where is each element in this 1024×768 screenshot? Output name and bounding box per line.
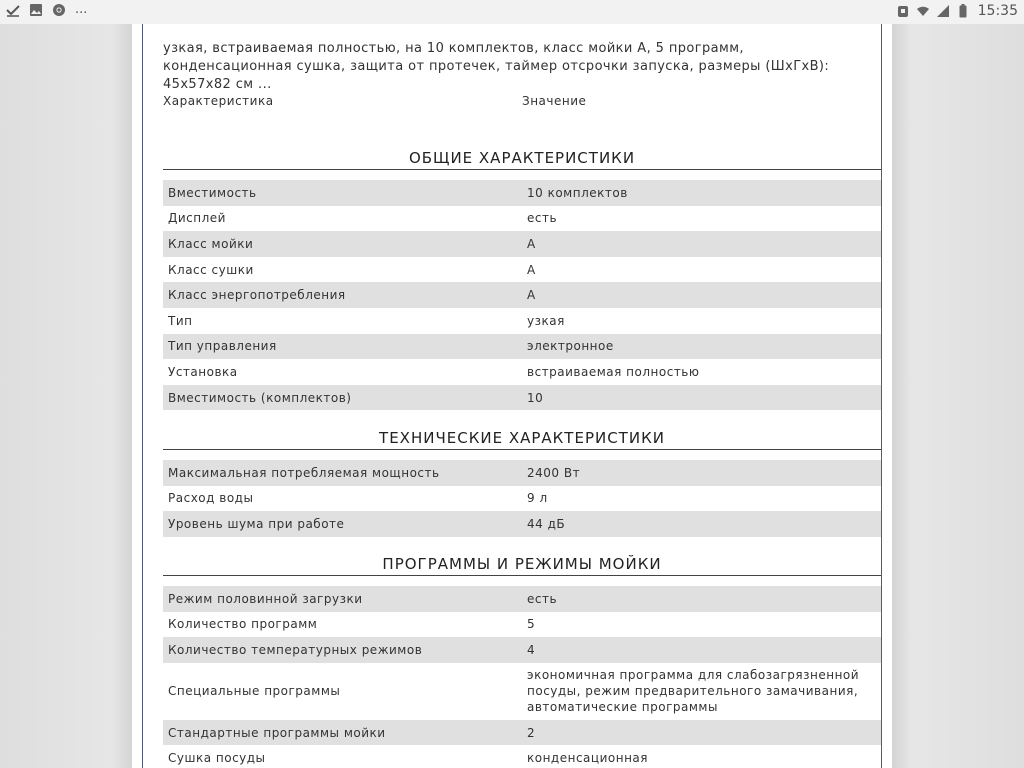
chrome-icon <box>52 3 66 17</box>
row-value: 10 комплектов <box>527 185 628 200</box>
row-value: конденсационная <box>527 751 648 766</box>
table-row <box>163 486 881 512</box>
battery-icon <box>956 4 970 18</box>
status-bar <box>0 0 1024 24</box>
row-value: A <box>527 288 536 303</box>
right-background <box>892 24 1024 768</box>
product-specs-card <box>142 24 882 768</box>
row-name: Тип <box>168 313 193 328</box>
table-row <box>163 180 881 206</box>
table-row <box>163 586 881 612</box>
alarm-icon <box>896 4 910 18</box>
row-name: Максимальная потребляемая мощность <box>168 465 440 480</box>
status-bar-notifications <box>6 3 87 17</box>
row-name: Класс мойки <box>168 236 254 251</box>
row-value: 5 <box>527 617 536 632</box>
row-value: A <box>527 236 536 251</box>
table-row <box>163 231 881 257</box>
section-title: ПРОГРАММЫ И РЕЖИМЫ МОЙКИ <box>163 555 881 576</box>
row-value: экономичная программа для слабозагрязненной посуды, режим предварительного замачивания, автоматические программы <box>527 668 860 715</box>
row-name: Сушка посуды <box>168 751 266 766</box>
more-notifications-indicator: ... <box>75 2 88 17</box>
header-name: Характеристика <box>163 94 274 108</box>
header-value: Значение <box>522 94 587 108</box>
table-header <box>163 94 881 112</box>
row-value: 4 <box>527 642 536 657</box>
row-value: A <box>527 262 536 277</box>
row-value: 44 дБ <box>527 516 566 531</box>
product-description: узкая, встраиваемая полностью, на 10 комплектов, класс мойки А, 5 программ, конденсационная сушка, защита от протечек, таймер отсрочки запуска, размеры (ШхГхВ): 45x57x82 см ... <box>163 41 830 92</box>
row-name: Класс энергопотребления <box>168 288 346 303</box>
row-name: Вместимость (комплектов) <box>168 390 352 405</box>
table-row <box>163 612 881 638</box>
clock: 15:35 <box>977 3 1018 19</box>
table-row <box>163 206 881 232</box>
table-row <box>163 359 881 385</box>
row-value: встраиваемая полностью <box>527 364 700 379</box>
status-bar-system <box>896 3 1018 19</box>
row-value: электронное <box>527 339 614 354</box>
row-name: Количество температурных режимов <box>168 642 423 657</box>
wifi-icon <box>916 4 930 18</box>
row-name: Специальные программы <box>168 684 341 699</box>
row-name: Расход воды <box>168 491 254 506</box>
section-technical <box>163 429 881 537</box>
row-name: Класс сушки <box>168 262 254 277</box>
section-programs <box>163 555 881 768</box>
row-name: Установка <box>168 364 238 379</box>
left-background <box>0 24 132 768</box>
row-name: Количество программ <box>168 617 318 632</box>
table-row <box>163 460 881 486</box>
table-row <box>163 385 881 411</box>
row-value: 2400 Вт <box>527 465 581 480</box>
row-value: 10 <box>527 390 544 405</box>
row-name: Вместимость <box>168 185 257 200</box>
table-row <box>163 308 881 334</box>
row-name: Режим половинной загрузки <box>168 591 363 606</box>
table-row <box>163 334 881 360</box>
row-name: Стандартные программы мойки <box>168 725 386 740</box>
check-icon <box>6 3 20 17</box>
row-value: 2 <box>527 725 536 740</box>
table-row <box>163 282 881 308</box>
row-name: Дисплей <box>168 211 226 226</box>
section-general <box>163 149 881 410</box>
row-value: есть <box>527 591 558 606</box>
table-row <box>163 745 881 768</box>
page-content[interactable] <box>132 24 892 768</box>
table-row <box>163 637 881 663</box>
signal-icon <box>936 4 950 18</box>
row-value: есть <box>527 211 558 226</box>
row-value: 9 л <box>527 491 548 506</box>
row-value: узкая <box>527 313 565 328</box>
table-row <box>163 663 881 720</box>
row-name: Уровень шума при работе <box>168 516 345 531</box>
section-title: ТЕХНИЧЕСКИЕ ХАРАКТЕРИСТИКИ <box>163 429 881 450</box>
section-title: ОБЩИЕ ХАРАКТЕРИСТИКИ <box>163 149 881 170</box>
table-row <box>163 257 881 283</box>
table-row <box>163 720 881 746</box>
image-icon <box>29 3 43 17</box>
table-row <box>163 511 881 537</box>
row-name: Тип управления <box>168 339 277 354</box>
